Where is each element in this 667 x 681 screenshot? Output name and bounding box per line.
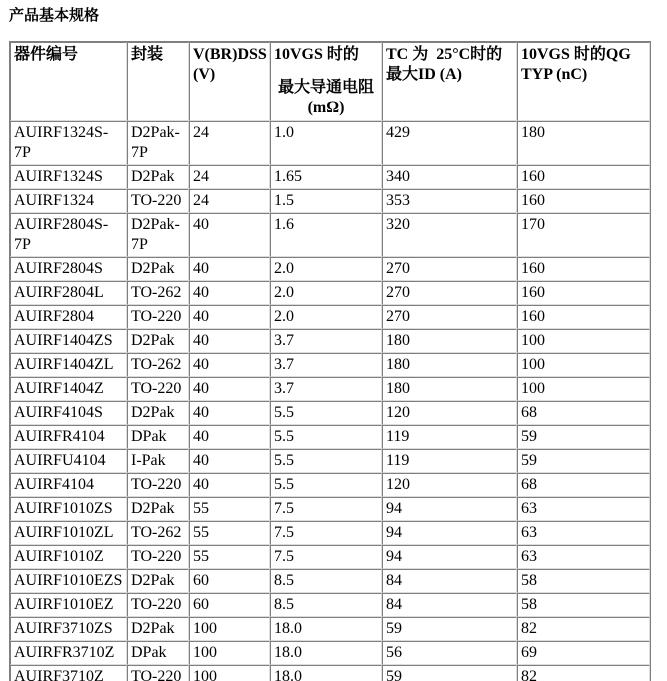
cell-part-number [10,165,127,189]
part-number-text: AUIRFU4104 [14,452,106,469]
col-header-part-number: 器件编号 [10,42,127,121]
table-row [10,121,650,165]
col-header-rdson-line1: 10VGS 时的 [274,46,359,63]
part-number-text: AUIRF3710ZS [14,620,113,637]
cell-rdson-mohm: 18.0 [270,665,382,681]
cell-package: TO-220 [127,665,189,681]
cell-package: D2Pak-7P [127,213,189,257]
table-row [10,377,650,401]
cell-max-id-a: 59 [382,665,517,681]
cell-package: TO-220 [127,473,189,497]
part-number-text: AUIRF1010EZ [14,596,114,613]
cell-vbrdss-v: 100 [189,665,270,681]
cell-vbrdss-v: 60 [189,569,270,593]
cell-vbrdss-v: 40 [189,305,270,329]
part-number-text: AUIRF2804S-7P [14,216,109,253]
cell-max-id-a: 180 [382,329,517,353]
cell-max-id-a: 120 [382,401,517,425]
cell-rdson-mohm: 5.5 [270,425,382,449]
cell-part-number [10,425,127,449]
cell-package: DPak [127,641,189,665]
cell-max-id-a: 84 [382,593,517,617]
cell-rdson-mohm: 2.0 [270,305,382,329]
cell-rdson-mohm: 5.5 [270,473,382,497]
cell-vbrdss-v: 100 [189,617,270,641]
part-number-text: AUIRF1010EZS [14,572,123,589]
cell-vbrdss-v: 55 [189,521,270,545]
cell-rdson-mohm: 3.7 [270,377,382,401]
cell-package: TO-220 [127,189,189,213]
cell-vbrdss-v: 40 [189,329,270,353]
col-header-max-id-line2: 最大ID (A) [386,66,462,83]
table-row [10,593,650,617]
cell-max-id-a: 119 [382,449,517,473]
cell-rdson-mohm: 7.5 [270,521,382,545]
table-row [10,353,650,377]
cell-vbrdss-v: 100 [189,641,270,665]
cell-vbrdss-v: 40 [189,281,270,305]
table-row [10,281,650,305]
cell-part-number [10,449,127,473]
cell-vbrdss-v: 40 [189,401,270,425]
cell-vbrdss-v: 40 [189,353,270,377]
cell-part-number [10,641,127,665]
part-number-text: AUIRF1324S-7P [14,124,109,161]
cell-vbrdss-v: 40 [189,257,270,281]
cell-package: D2Pak [127,165,189,189]
cell-max-id-a: 94 [382,521,517,545]
cell-max-id-a: 270 [382,257,517,281]
cell-vbrdss-v: 55 [189,545,270,569]
col-header-qg-line1: 10VGS 时的QG [521,46,631,63]
cell-qg-typ-nc: 100 [517,329,650,353]
cell-package: TO-220 [127,305,189,329]
cell-max-id-a: 120 [382,473,517,497]
cell-rdson-mohm: 18.0 [270,617,382,641]
cell-vbrdss-v: 40 [189,213,270,257]
cell-rdson-mohm: 1.65 [270,165,382,189]
cell-vbrdss-v: 60 [189,593,270,617]
cell-max-id-a: 270 [382,305,517,329]
table-row [10,305,650,329]
cell-part-number [10,121,127,165]
cell-qg-typ-nc: 59 [517,449,650,473]
table-row [10,329,650,353]
cell-package: D2Pak [127,257,189,281]
cell-max-id-a: 94 [382,497,517,521]
cell-qg-typ-nc: 160 [517,305,650,329]
cell-part-number [10,545,127,569]
part-number-text: AUIRF1010ZL [14,524,114,541]
part-number-text: AUIRFR4104 [14,428,105,445]
cell-part-number [10,497,127,521]
cell-part-number [10,353,127,377]
table-row [10,449,650,473]
cell-package: I-Pak [127,449,189,473]
cell-qg-typ-nc: 100 [517,377,650,401]
col-header-max-id [382,42,517,121]
cell-rdson-mohm: 2.0 [270,257,382,281]
cell-rdson-mohm: 7.5 [270,545,382,569]
col-header-rdson [270,42,382,121]
cell-max-id-a: 180 [382,353,517,377]
cell-rdson-mohm: 8.5 [270,593,382,617]
cell-qg-typ-nc: 100 [517,353,650,377]
cell-part-number [10,569,127,593]
cell-qg-typ-nc: 63 [517,521,650,545]
col-header-rdson-line2: 最大导通电阻 [277,79,374,96]
part-number-text: AUIRF1324 [14,192,95,209]
cell-rdson-mohm: 1.0 [270,121,382,165]
header-row [10,42,650,121]
cell-max-id-a: 180 [382,377,517,401]
part-number-text: AUIRF4104S [14,404,103,421]
cell-part-number [10,305,127,329]
cell-qg-typ-nc: 170 [517,213,650,257]
table-row [10,521,650,545]
cell-package: DPak [127,425,189,449]
cell-package: D2Pak [127,401,189,425]
cell-qg-typ-nc: 160 [517,281,650,305]
cell-rdson-mohm: 7.5 [270,497,382,521]
part-number-text: AUIRFR3710Z [14,644,115,661]
cell-vbrdss-v: 24 [189,165,270,189]
cell-max-id-a: 59 [382,617,517,641]
cell-rdson-mohm: 3.7 [270,329,382,353]
cell-rdson-mohm: 8.5 [270,569,382,593]
part-number-text: AUIRF1404ZS [14,332,113,349]
cell-part-number [10,189,127,213]
cell-rdson-mohm: 3.7 [270,353,382,377]
cell-package: TO-220 [127,545,189,569]
cell-part-number [10,213,127,257]
cell-qg-typ-nc: 63 [517,545,650,569]
cell-max-id-a: 270 [382,281,517,305]
cell-rdson-mohm: 5.5 [270,449,382,473]
cell-package: TO-220 [127,593,189,617]
cell-part-number [10,281,127,305]
cell-max-id-a: 84 [382,569,517,593]
cell-qg-typ-nc: 160 [517,257,650,281]
cell-rdson-mohm: 2.0 [270,281,382,305]
cell-qg-typ-nc: 82 [517,665,650,681]
page-title: 产品基本规格 [9,7,100,24]
cell-rdson-mohm: 1.5 [270,189,382,213]
cell-max-id-a: 94 [382,545,517,569]
table-row [10,617,650,641]
part-number-text: AUIRF1404ZL [14,356,114,373]
spec-table [9,41,651,681]
cell-package: TO-262 [127,353,189,377]
cell-qg-typ-nc: 180 [517,121,650,165]
part-number-text: AUIRF2804L [14,284,104,301]
cell-qg-typ-nc: 63 [517,497,650,521]
cell-max-id-a: 353 [382,189,517,213]
part-number-text: AUIRF1404Z [14,380,104,397]
cell-package: D2Pak [127,329,189,353]
cell-part-number [10,473,127,497]
col-header-package: 封装 [127,42,189,121]
part-number-text: AUIRF1010Z [14,548,104,565]
cell-qg-typ-nc: 82 [517,617,650,641]
cell-vbrdss-v: 24 [189,189,270,213]
cell-vbrdss-v: 40 [189,377,270,401]
cell-rdson-mohm: 18.0 [270,641,382,665]
cell-max-id-a: 429 [382,121,517,165]
table-row [10,545,650,569]
cell-part-number [10,617,127,641]
cell-part-number [10,329,127,353]
cell-qg-typ-nc: 58 [517,593,650,617]
cell-max-id-a: 119 [382,425,517,449]
part-number-text: AUIRF3710Z [14,668,104,681]
col-header-rdson-line3: (mΩ) [307,99,345,116]
cell-part-number [10,377,127,401]
cell-package: TO-220 [127,377,189,401]
cell-qg-typ-nc: 69 [517,641,650,665]
cell-rdson-mohm: 5.5 [270,401,382,425]
table-row [10,569,650,593]
cell-vbrdss-v: 40 [189,449,270,473]
table-row [10,497,650,521]
cell-part-number [10,401,127,425]
part-number-text: AUIRF1324S [14,168,103,185]
cell-vbrdss-v: 40 [189,473,270,497]
cell-package: D2Pak [127,569,189,593]
cell-qg-typ-nc: 58 [517,569,650,593]
cell-qg-typ-nc: 160 [517,165,650,189]
part-number-text: AUIRF2804S [14,260,103,277]
cell-part-number [10,257,127,281]
table-row [10,213,650,257]
col-header-vbrdss: V(BR)DSS (V) [189,42,270,121]
table-row [10,641,650,665]
table-row [10,165,650,189]
part-number-text: AUIRF2804 [14,308,95,325]
table-row [10,401,650,425]
cell-qg-typ-nc: 68 [517,473,650,497]
cell-qg-typ-nc: 59 [517,425,650,449]
cell-vbrdss-v: 40 [189,425,270,449]
cell-vbrdss-v: 24 [189,121,270,165]
part-number-text: AUIRF1010ZS [14,500,113,517]
cell-package: TO-262 [127,521,189,545]
col-header-qg-line2: TYP (nC) [521,66,588,83]
cell-package: D2Pak [127,617,189,641]
cell-part-number [10,665,127,681]
cell-qg-typ-nc: 68 [517,401,650,425]
cell-max-id-a: 56 [382,641,517,665]
col-header-qg [517,42,650,121]
table-row [10,257,650,281]
cell-package: D2Pak [127,497,189,521]
cell-package: D2Pak-7P [127,121,189,165]
col-header-max-id-line1: TC 为 25°C时的 [386,46,503,63]
cell-package: TO-262 [127,281,189,305]
spec-table-body [10,121,650,681]
cell-vbrdss-v: 55 [189,497,270,521]
cell-qg-typ-nc: 160 [517,189,650,213]
cell-max-id-a: 340 [382,165,517,189]
cell-part-number [10,521,127,545]
part-number-text: AUIRF4104 [14,476,95,493]
cell-part-number [10,593,127,617]
table-row [10,189,650,213]
table-row [10,473,650,497]
table-row [10,665,650,681]
table-row [10,425,650,449]
cell-max-id-a: 320 [382,213,517,257]
cell-rdson-mohm: 1.6 [270,213,382,257]
